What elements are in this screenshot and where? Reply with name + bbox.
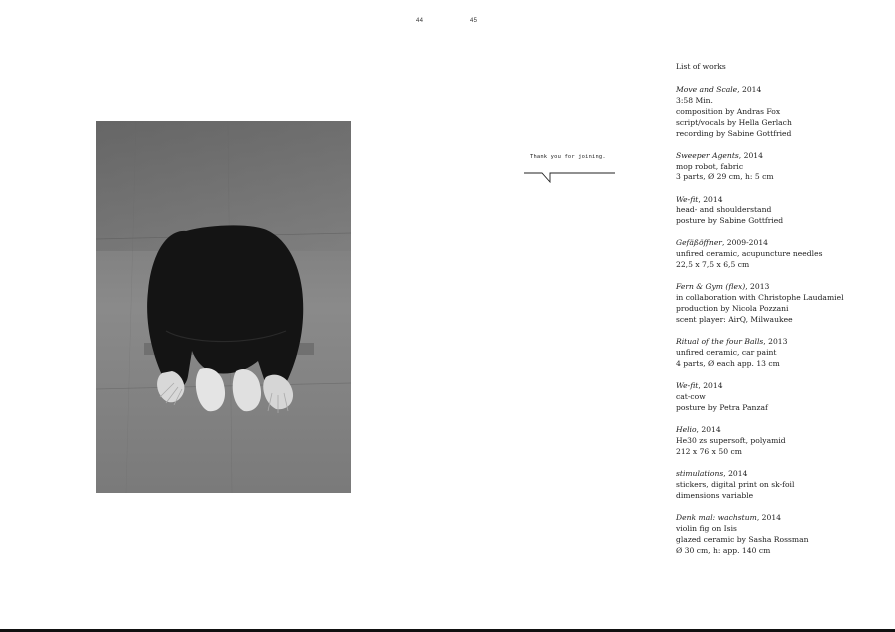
page-number-right: 45 <box>470 18 478 24</box>
work-title-italic: Ritual of the four Balls <box>676 337 764 347</box>
work-title <box>676 282 886 293</box>
work-year: , 2009-2014 <box>721 238 768 248</box>
kneeling-figure-illustration <box>96 121 351 493</box>
work-detail-line: head- and shoulderstand <box>676 205 772 215</box>
work-title-italic: We-fit <box>676 381 699 391</box>
work-year: , 2014 <box>698 381 723 391</box>
speech-bubble <box>524 150 616 184</box>
work-year: , 2013 <box>763 337 788 347</box>
work-title-italic: Fern & Gym (flex) <box>676 282 746 292</box>
work-entry <box>676 282 886 326</box>
speech-bubble-text: Thank you for joining. <box>530 154 606 160</box>
list-of-works-heading: List of works <box>676 62 726 71</box>
work-entry <box>676 195 886 228</box>
work-detail-line: He30 zs supersoft, polyamid <box>676 435 786 445</box>
work-title <box>676 513 886 524</box>
work-title-italic: We-fit <box>676 194 699 204</box>
work-detail-line: 3:58 Min. <box>676 95 713 105</box>
work-detail-line: cat-cow <box>676 391 706 401</box>
work-title-italic: Sweeper Agents <box>676 150 739 160</box>
work-title <box>676 195 886 206</box>
work-entry <box>676 85 886 140</box>
work-year: , 2014 <box>696 424 721 434</box>
work-entry <box>676 151 886 184</box>
work-detail-line: stickers, digital print on sk-foil <box>676 479 795 489</box>
work-year: , 2014 <box>723 468 748 478</box>
work-detail-line: 4 parts, Ø each app. 13 cm <box>676 358 780 368</box>
work-entry <box>676 337 886 370</box>
work-entry <box>676 513 886 557</box>
performance-photo <box>96 121 351 493</box>
work-detail-line: posture by Petra Panzaf <box>676 402 768 412</box>
work-detail-line: dimensions variable <box>676 490 754 500</box>
page-number-left: 44 <box>416 18 424 24</box>
work-detail-line: script/vocals by Hella Gerlach <box>676 117 792 127</box>
works-list <box>676 85 886 557</box>
work-entry <box>676 238 886 271</box>
list-of-works <box>676 62 886 568</box>
work-detail-line: unfired ceramic, acupuncture needles <box>676 249 823 259</box>
work-title-italic: Move and Scale <box>676 84 738 94</box>
work-title <box>676 381 886 392</box>
work-entry <box>676 469 886 502</box>
work-title-italic: Gefäßöffner <box>676 238 722 248</box>
work-title <box>676 151 886 162</box>
work-title <box>676 425 886 436</box>
work-title-italic: Denk mal: wachstum <box>676 512 757 522</box>
work-detail-line: violin fig on Isis <box>676 523 737 533</box>
work-title <box>676 337 886 348</box>
work-title <box>676 85 886 96</box>
work-title-italic: stimulations <box>676 468 724 478</box>
work-title <box>676 238 886 249</box>
work-detail-line: 212 x 76 x 50 cm <box>676 446 742 456</box>
work-detail-line: recording by Sabine Gottfried <box>676 128 792 138</box>
work-detail-line: glazed ceramic by Sasha Rossman <box>676 534 809 544</box>
work-detail-line: production by Nicola Pozzani <box>676 304 789 314</box>
work-detail-line: mop robot, fabric <box>676 161 744 171</box>
work-detail-line: unfired ceramic, car paint <box>676 348 777 358</box>
work-entry <box>676 425 886 458</box>
work-detail-line: 22,5 x 7,5 x 6,5 cm <box>676 260 750 270</box>
work-year: , 2014 <box>738 150 763 160</box>
work-year: , 2013 <box>745 282 770 292</box>
work-entry <box>676 381 886 414</box>
work-detail-line: composition by Andras Fox <box>676 106 781 116</box>
work-detail-line: Ø 30 cm, h: app. 140 cm <box>676 545 771 555</box>
work-title <box>676 469 886 480</box>
work-year: , 2014 <box>756 512 781 522</box>
work-detail-line: posture by Sabine Gottfried <box>676 216 784 226</box>
work-title-italic: Helio <box>676 424 697 434</box>
work-year: , 2014 <box>737 84 762 94</box>
work-detail-line: in collaboration with Christophe Laudamiel <box>676 293 844 303</box>
work-detail-line: scent player: AirQ, Milwaukee <box>676 315 793 325</box>
work-detail-line: 3 parts, Ø 29 cm, h: 5 cm <box>676 172 774 182</box>
work-year: , 2014 <box>698 194 723 204</box>
